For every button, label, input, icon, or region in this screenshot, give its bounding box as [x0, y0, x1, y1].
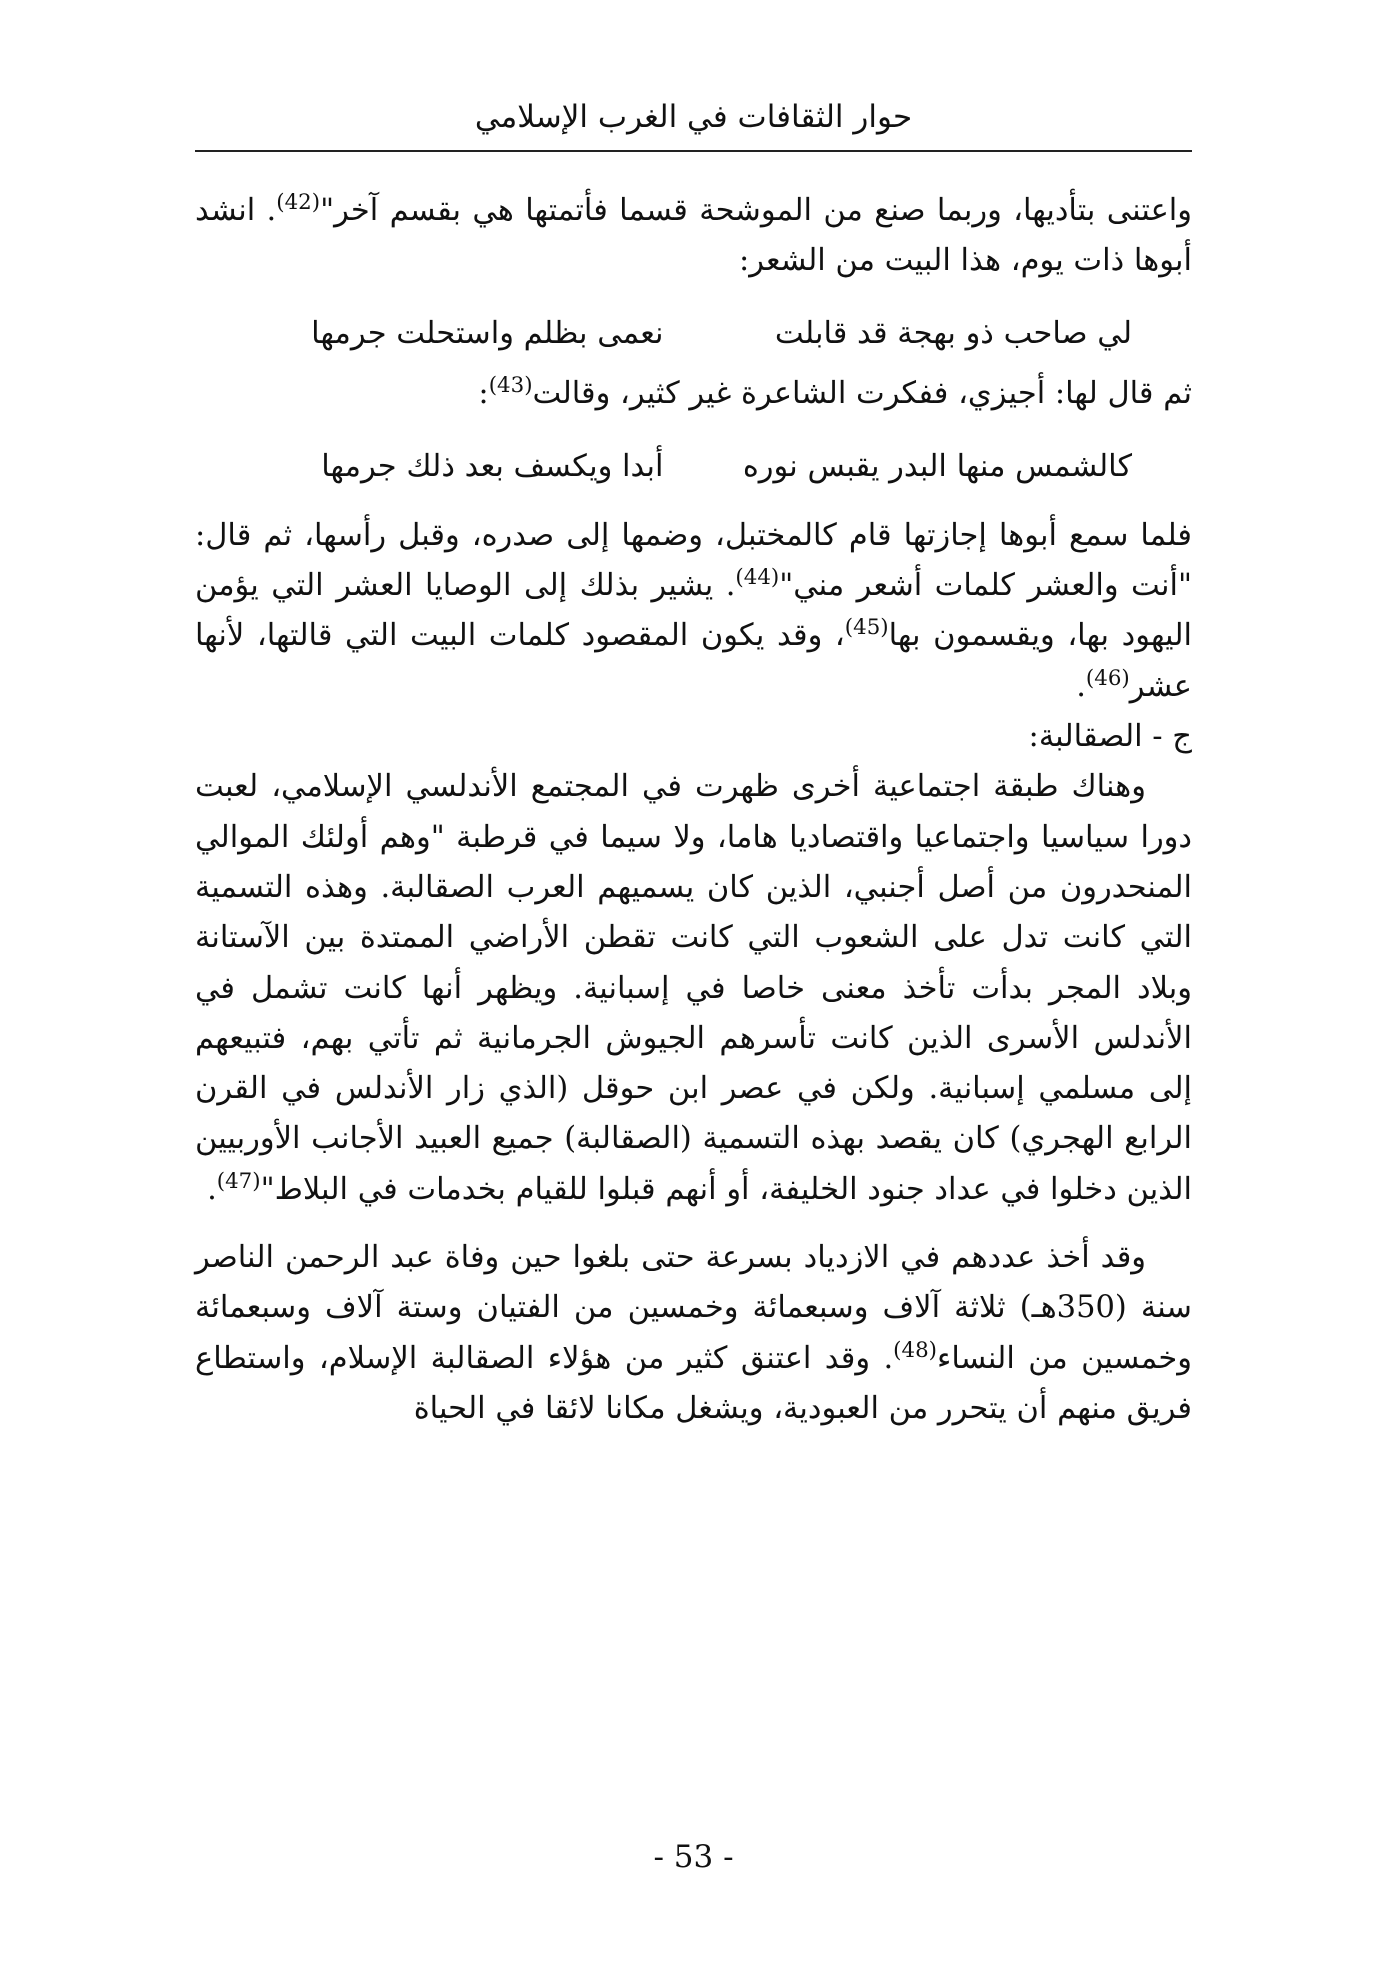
paragraph-2 — [195, 369, 1192, 419]
verse-2 — [195, 441, 1192, 493]
paragraph-text: فلما سمع أبوها إجازتها قام كالمختبل، وضمها إلى صدره، وقبل رأسها، ثم قال: "أنت والعشر كلمات أشعر مني" — [195, 517, 1192, 604]
footnote-ref-45: (45) — [844, 615, 889, 641]
footnote-ref-47: (47) — [216, 1168, 261, 1194]
footnote-ref-44: (44) — [735, 565, 780, 591]
paragraph-text: : — [478, 375, 489, 411]
footnote-ref-42: (42) — [276, 189, 321, 215]
verse-2-second-hemistich: أبدا ويكسف بعد ذلك جرمها — [321, 448, 664, 484]
page-number: - 53 - — [653, 1839, 734, 1875]
footnote-ref-46: (46) — [1085, 665, 1130, 691]
footnote-ref-48: (48) — [893, 1337, 937, 1363]
paragraph-text: . وقد اعتنق كثير من هؤلاء الصقالبة الإسلام، واستطاع فريق منهم أن يتحرر من العبودية، ويشغل مكانا لائقا في الحياة — [195, 1340, 1192, 1426]
footnote-ref-43: (43) — [488, 372, 533, 398]
paragraph-text: ثم قال لها: أجيزي، ففكرت الشاعرة غير كثير، وقالت — [532, 375, 1192, 411]
running-header: حوار الثقافات في الغرب الإسلامي — [474, 99, 913, 135]
paragraph-1 — [195, 186, 1192, 287]
paragraph-text: . يشير بذلك إلى الوصايا العشر التي يؤمن اليهود بها، ويقسمون بها — [195, 568, 1192, 654]
paragraph-text: . — [1076, 668, 1086, 704]
verse-2-first-hemistich: كالشمس منها البدر يقبس نوره — [742, 448, 1132, 484]
paragraph-3 — [195, 511, 1192, 712]
paragraph-text: ، وقد يكون المقصود كلمات البيت التي قالتها، لأنها عشر — [195, 618, 1192, 704]
paragraph-text: . انشد أبوها ذات يوم، هذا البيت من الشعر: — [195, 193, 1192, 279]
paragraph-text: . — [207, 1171, 217, 1207]
paragraph-text: وهناك طبقة اجتماعية أخرى ظهرت في المجتمع الأندلسي الإسلامي، لعبت دورا سياسيا واجتماعيا واقتصاديا هاما، ولا سيما في قرطبة "وهم أولئك الموالي المنحدرون من أصل أجنبي، الذين كان يسميهم العرب الصقالبة. وهذه التسمية التي كانت تدل على الشعوب التي كانت تقطن الأراضي الممتدة بين الآستانة وبلاد المجر بدأت تأخذ معنى خاصا في إسبانية. ويظهر أنها كانت تشمل في الأندلس الأسرى الذين كانت تأسرهم الجيوش الجرمانية ثم تأتي بهم، فتبيعهم إلى مسلمي إسبانية. ولكن في عصر ابن حوقل (الذي زار الأندلس في القرن الرابع الهجري) كان يقصد بهذه التسمية (الصقالبة) جميع العبيد الأجانب الأوربيين الذين دخلوا في عداد جنود الخليفة، أو أنهم قبلوا للقيام بخدمات في البلاط" — [195, 769, 1192, 1207]
paragraph-4 — [195, 762, 1192, 1215]
verse-1 — [195, 309, 1192, 361]
verse-1-first-hemistich: لي صاحب ذو بهجة قد قابلت — [774, 316, 1132, 352]
paragraph-text: وقد أخذ عددهم في الازدياد بسرعة حتى بلغوا حين وفاة عبد الرحمن الناصر سنة (350هـ) ثلاثة آلاف وسبعمائة وخمسين من الفتيان وستة آلاف وسبعمائة وخمسين من النساء — [195, 1240, 1192, 1376]
verse-1-second-hemistich: نعمى بظلم واستحلت جرمها — [311, 316, 664, 352]
section-heading: ج - الصقالبة: — [1028, 719, 1192, 755]
body-text — [195, 186, 1192, 1434]
paragraph-text: واعتنى بتأديها، وربما صنع من الموشحة قسما فأتمتها هي بقسم آخر" — [320, 193, 1192, 228]
header-divider — [195, 150, 1192, 152]
paragraph-5 — [195, 1233, 1192, 1434]
